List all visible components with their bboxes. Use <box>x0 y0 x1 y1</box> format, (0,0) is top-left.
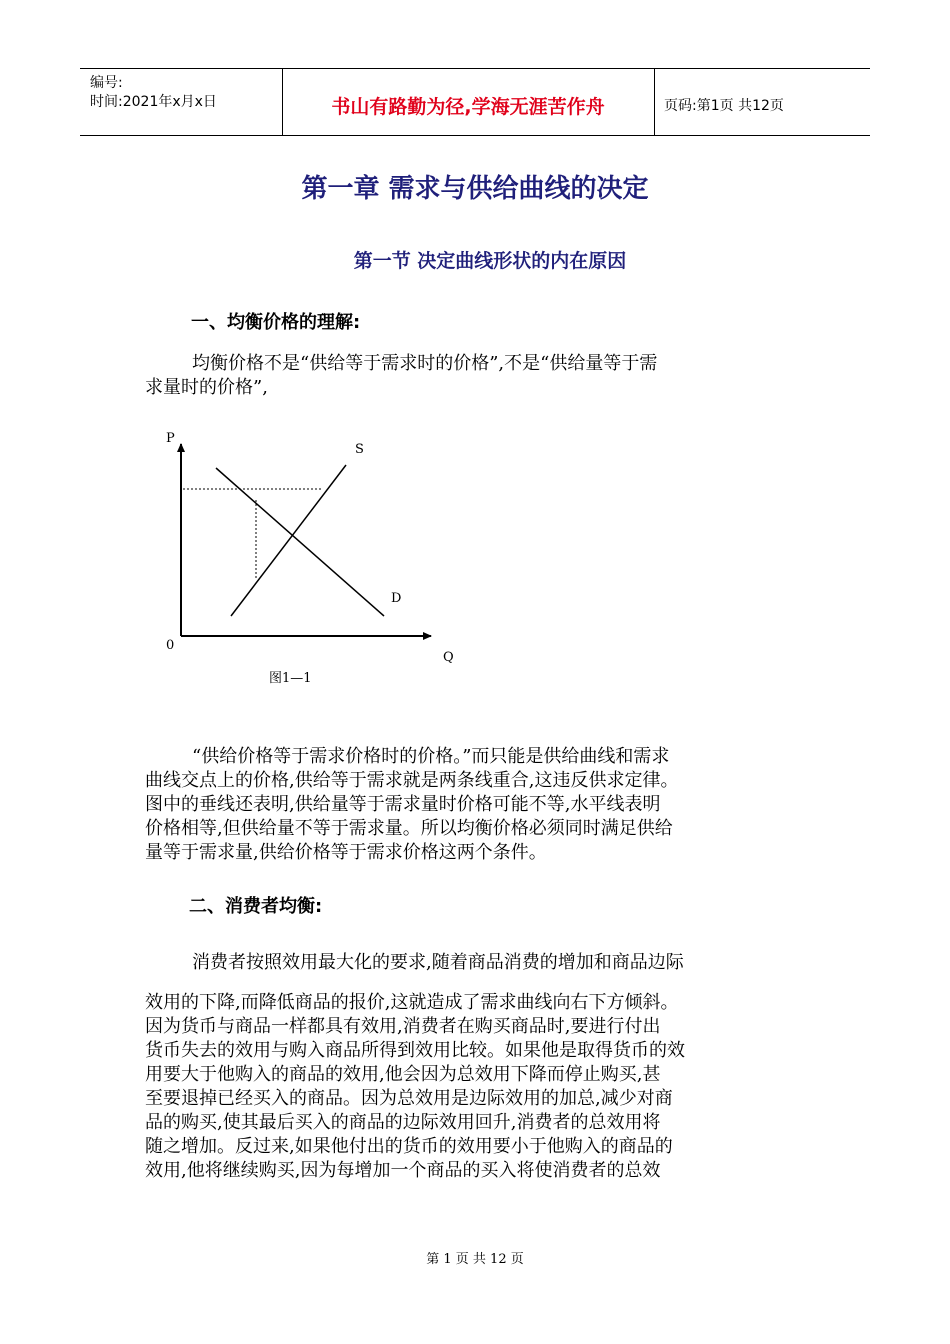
supply-demand-diagram <box>150 420 470 690</box>
demand-label: D <box>391 591 402 606</box>
paragraph-equilibrium-intro <box>145 352 805 400</box>
paragraph-equilibrium-explanation <box>145 745 805 865</box>
paragraph-line: 效用,他将继续购买,因为每增加一个商品的买入将使消费者的总效 <box>145 1160 661 1181</box>
section-title: 第一节 决定曲线形状的内在原因 <box>353 250 627 272</box>
paragraph-line: 量等于需求量,供给价格等于需求价格这两个条件。 <box>145 842 547 863</box>
paragraph-line: 因为货币与商品一样都具有效用,消费者在购买商品时,要进行付出 <box>145 1016 661 1037</box>
paragraph-line: 消费者按照效用最大化的要求,随着商品消费的增加和商品边际 <box>192 952 684 973</box>
chapter-title: 第一章 需求与供给曲线的决定 <box>301 174 649 204</box>
demand-curve <box>216 468 384 616</box>
document-number-label: 编号: <box>90 75 123 91</box>
paragraph-line: 用要大于他购入的商品的效用,他会因为总效用下降而停止购买,甚 <box>145 1064 661 1085</box>
page-code: 页码:第1页 共12页 <box>664 98 784 114</box>
figure-caption: 图1—1 <box>269 671 312 686</box>
paragraph-line: 曲线交点上的价格,供给等于需求就是两条线重合,这违反供求定律。 <box>145 770 679 791</box>
x-axis-label: Q <box>443 650 454 665</box>
heading-consumer-equilibrium: 二、消费者均衡: <box>189 896 323 917</box>
y-axis-label: P <box>166 431 175 446</box>
paragraph-line: 价格相等,但供给量不等于需求量。所以均衡价格必须同时满足供给 <box>145 818 673 839</box>
paragraph-line: 品的购买,使其最后买入的商品的边际效用回升,消费者的总效用将 <box>145 1112 661 1133</box>
paragraph-line: 至要退掉已经买入的商品。因为总效用是边际效用的加总,减少对商 <box>145 1088 673 1109</box>
paragraph-line: 随之增加。反过来,如果他付出的货币的效用要小于他购入的商品的 <box>145 1136 673 1157</box>
header-motto: 书山有路勤为径,学海无涯苦作舟 <box>331 96 605 118</box>
document-time-label: 时间:2021年x月x日 <box>90 94 217 110</box>
paragraph-line: 货币失去的效用与购入商品所得到效用比较。如果他是取得货币的效 <box>145 1040 685 1061</box>
supply-label: S <box>355 442 364 457</box>
paragraph-consumer-body <box>145 991 805 1183</box>
header-top-border <box>80 68 870 69</box>
origin-label: 0 <box>166 638 175 653</box>
header-bottom-border <box>80 135 870 136</box>
paragraph-line: 均衡价格不是“供给等于需求时的价格”,不是“供给量等于需 <box>192 353 658 374</box>
paragraph-consumer-first-line <box>145 951 805 975</box>
header-divider-right <box>654 68 655 136</box>
page-footer: 第 1 页 共 12 页 <box>426 1252 524 1267</box>
paragraph-line: 效用的下降,而降低商品的报价,这就造成了需求曲线向右下方倾斜。 <box>145 992 679 1013</box>
supply-curve <box>231 465 346 616</box>
heading-equilibrium-price: 一、均衡价格的理解: <box>191 312 361 333</box>
paragraph-line: 求量时的价格”, <box>145 377 268 398</box>
paragraph-line: 图中的垂线还表明,供给量等于需求量时价格可能不等,水平线表明 <box>145 794 661 815</box>
paragraph-line: “供给价格等于需求价格时的价格。”而只能是供给曲线和需求 <box>192 746 670 767</box>
